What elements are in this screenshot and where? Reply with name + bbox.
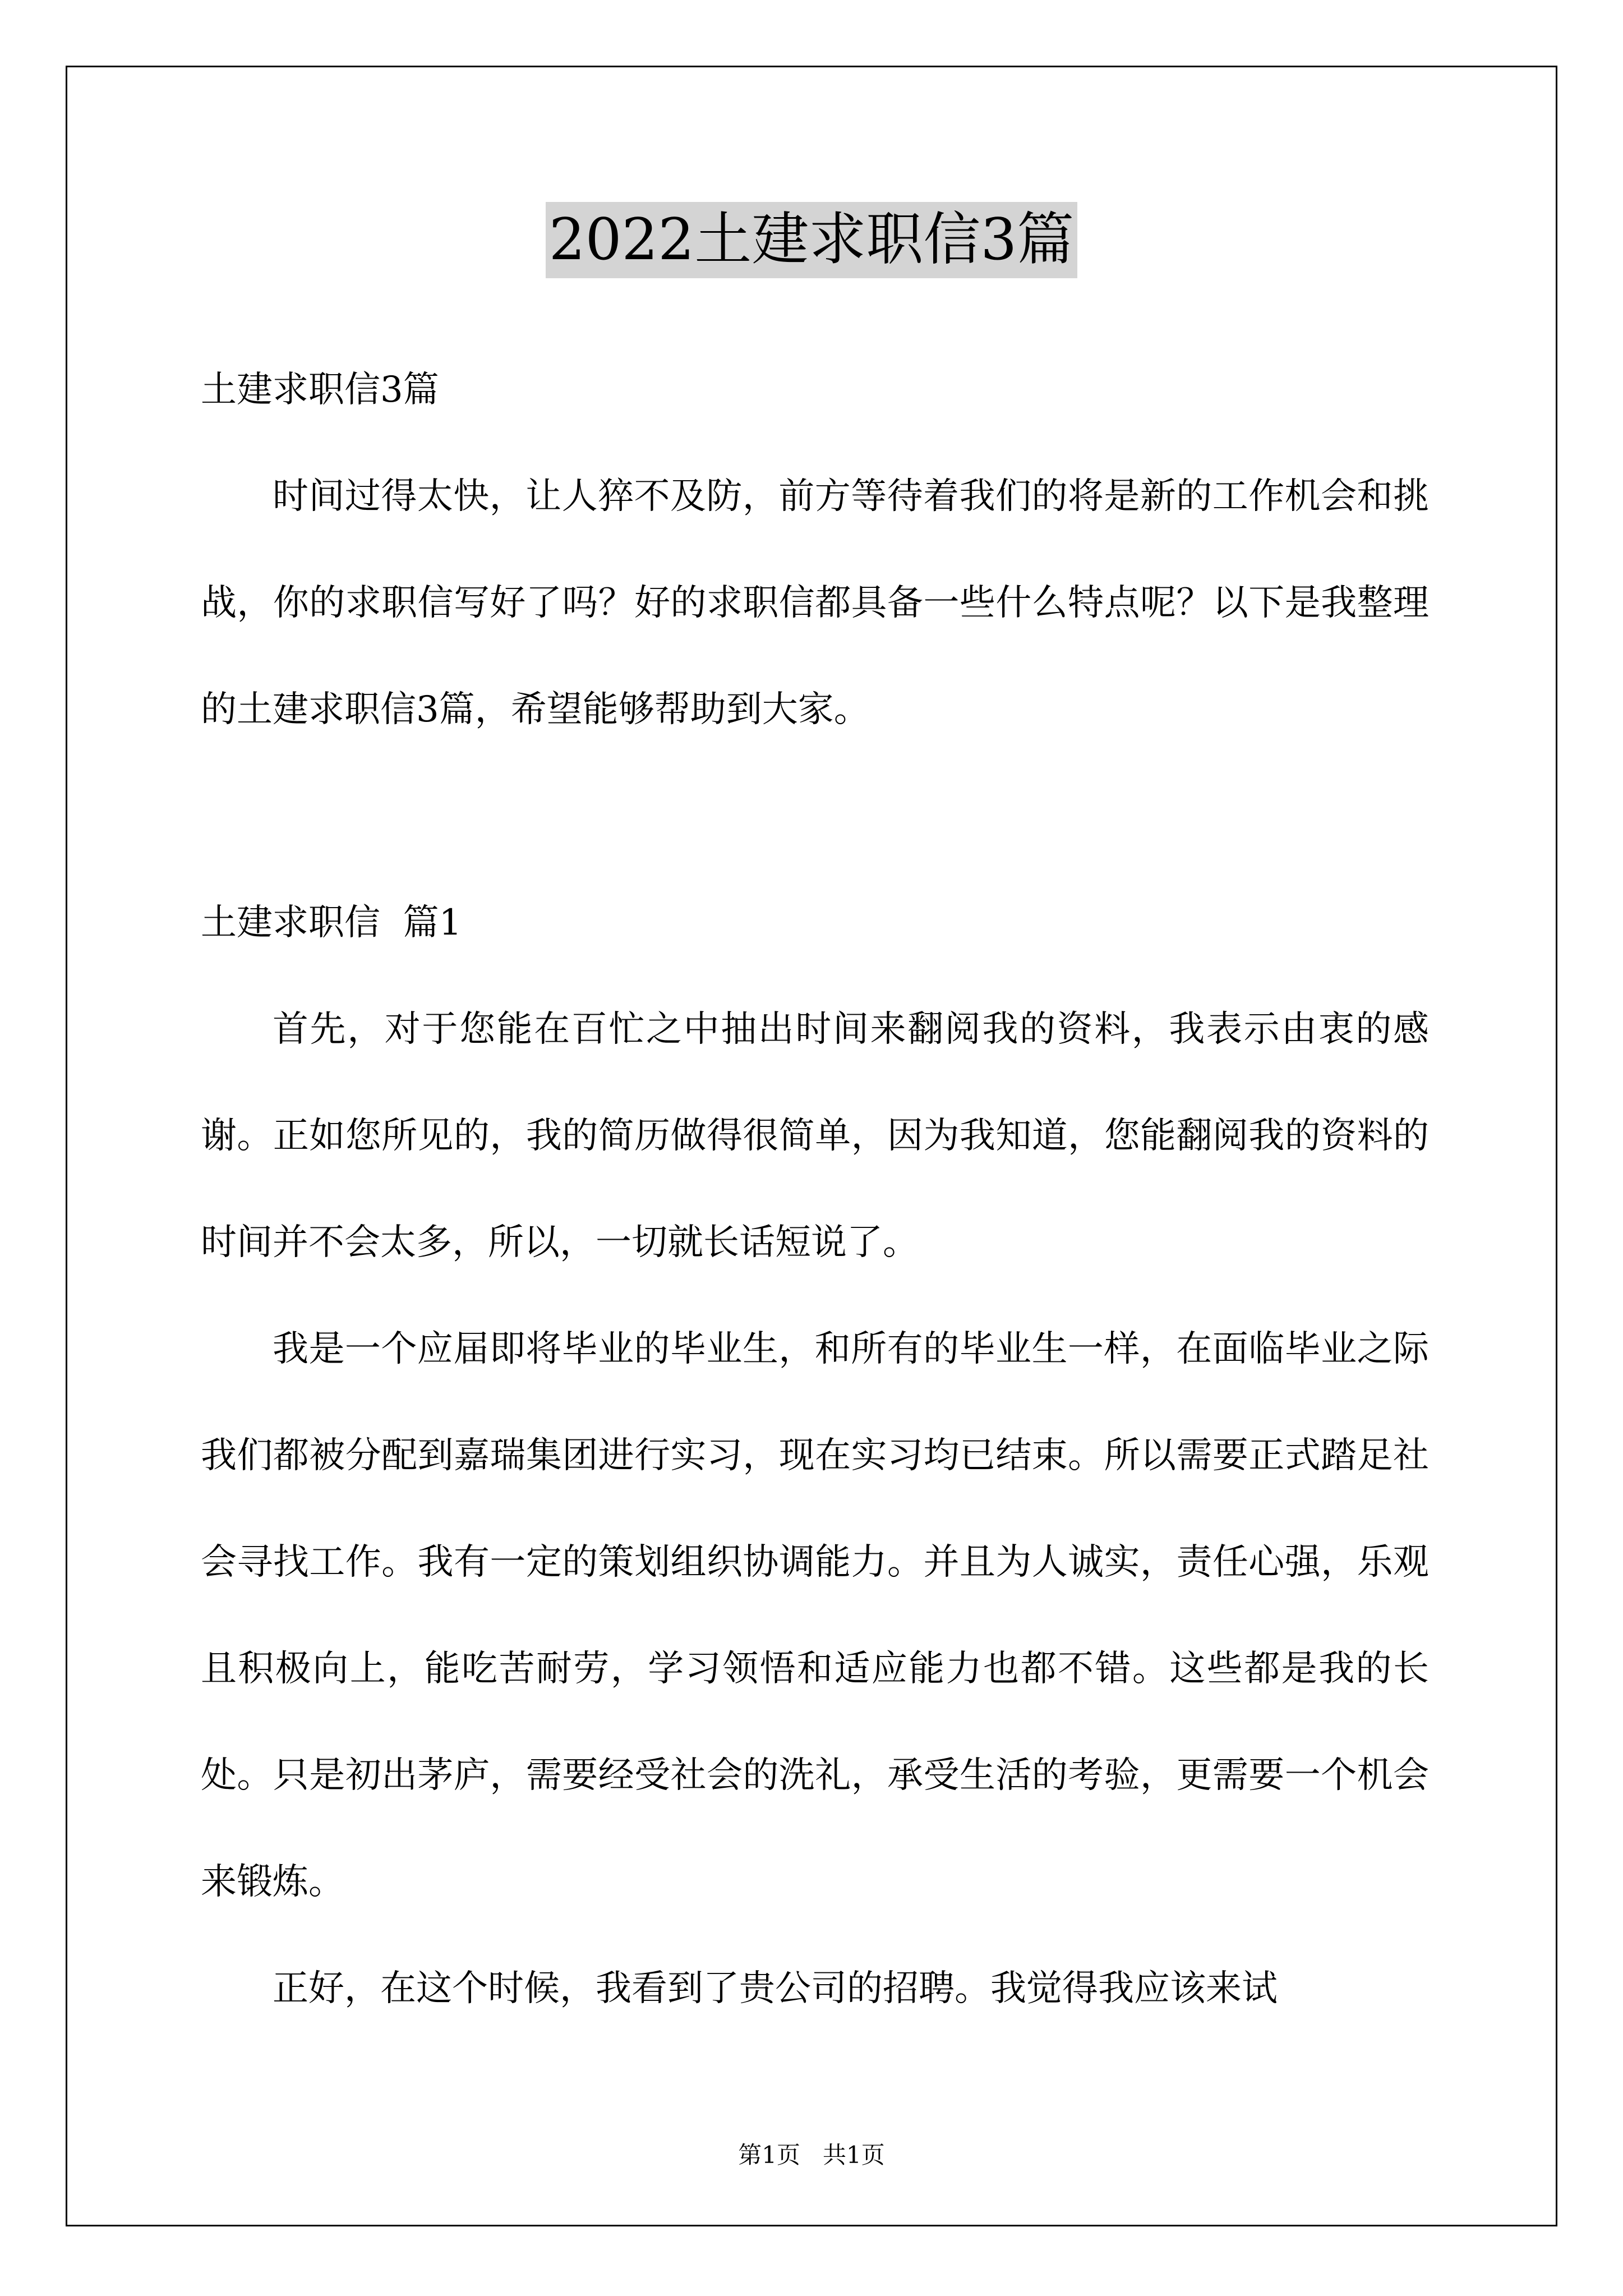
body-paragraph: 首先，对于您能在百忙之中抽出时间来翻阅我的资料，我表示由衷的感谢。正如您所见的，我的简历做得很简单，因为我知道，您能翻阅我的资料的时间并不会太多，所以，一切就长话短说了。 [201,1009,1429,1263]
page-footer [0,2138,1623,2172]
document-title: 2022土建求职信3篇 [546,202,1077,278]
intro-paragraph: 时间过得太快，让人猝不及防，前方等待着我们的将是新的工作机会和挑战，你的求职信写好了吗？好的求职信都具备一些什么特点呢？以下是我整理的土建求职信3篇，希望能够帮助到大家。 [201,476,1429,730]
body-paragraph: 我是一个应届即将毕业的毕业生，和所有的毕业生一样，在面临毕业之际我们都被分配到嘉瑞集团进行实习，现在实习均已结束。所以需要正式踏足社会寻找工作。我有一定的策划组织协调能力。并且为人诚实，责任心强，乐观且积极向上，能吃苦耐劳，学习领悟和适应能力也都不错。这些都是我的长处。只是初出茅庐，需要经受社会的洗礼，承受生活的考验，更需要一个机会来锻炼。 [201,1328,1429,1903]
section-heading: 土建求职信 篇1 [201,902,462,944]
document-body [201,337,1429,2042]
section-spacer [201,763,1429,869]
page-number: 第1页 [738,2141,800,2169]
body-paragraph: 正好，在这个时候，我看到了贵公司的招聘。我觉得我应该来试 [273,1968,1278,2009]
page-total: 共1页 [823,2141,885,2169]
subtitle: 土建求职信3篇 [201,369,439,411]
title-container [0,202,1623,278]
footer-separator [800,2141,823,2169]
